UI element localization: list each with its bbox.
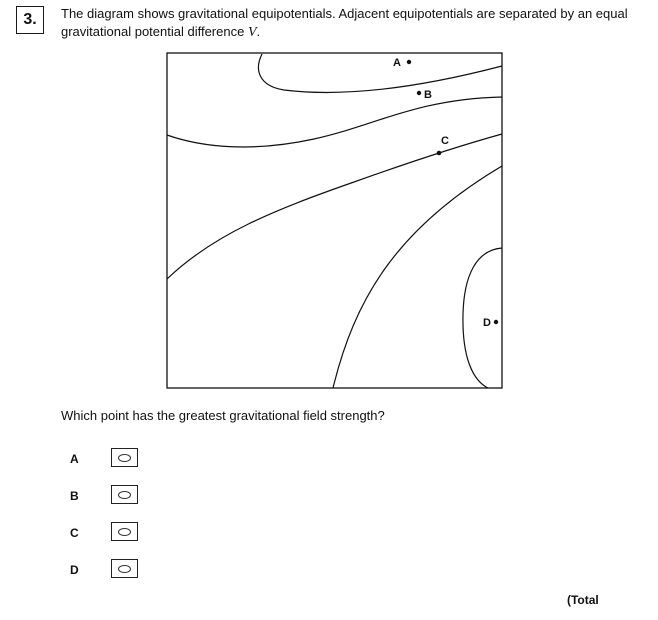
diagram-frame <box>167 53 502 388</box>
equipotential-line-2 <box>167 97 502 147</box>
point-d-dot <box>494 320 498 324</box>
option-d-label: D <box>70 563 79 577</box>
option-b-bubble <box>118 491 131 499</box>
point-c-dot <box>437 151 442 156</box>
option-b-checkbox[interactable] <box>111 485 138 504</box>
point-b-dot <box>417 91 421 95</box>
question-stem <box>61 5 641 42</box>
stem-text: The diagram shows gravitational equipotentials. Adjacent equipotentials are separated by an equal gravitational potential difference <box>61 6 628 39</box>
option-b-label: B <box>70 489 79 503</box>
option-d-bubble <box>118 565 131 573</box>
point-label-c: C <box>441 135 449 147</box>
option-c-checkbox[interactable] <box>111 522 138 541</box>
question-number: 3. <box>16 6 44 34</box>
option-a-checkbox[interactable] <box>111 448 138 467</box>
option-a-bubble <box>118 454 131 462</box>
option-c-label: C <box>70 526 79 540</box>
equipotential-diagram <box>166 52 504 390</box>
question-prompt: Which point has the greatest gravitational field strength? <box>61 408 385 423</box>
option-c-bubble <box>118 528 131 536</box>
equipotential-line-1 <box>258 54 502 92</box>
point-label-a: A <box>393 57 401 69</box>
total-marks: (Total <box>567 593 599 607</box>
point-label-b: B <box>424 89 432 101</box>
option-a-label: A <box>70 452 79 466</box>
option-d-checkbox[interactable] <box>111 559 138 578</box>
point-a-dot <box>407 60 411 64</box>
stem-end: . <box>256 24 261 39</box>
equipotential-line-4 <box>333 166 502 388</box>
equipotential-line-3 <box>167 134 502 279</box>
point-label-d: D <box>483 317 491 329</box>
potential-symbol: V <box>247 25 257 40</box>
